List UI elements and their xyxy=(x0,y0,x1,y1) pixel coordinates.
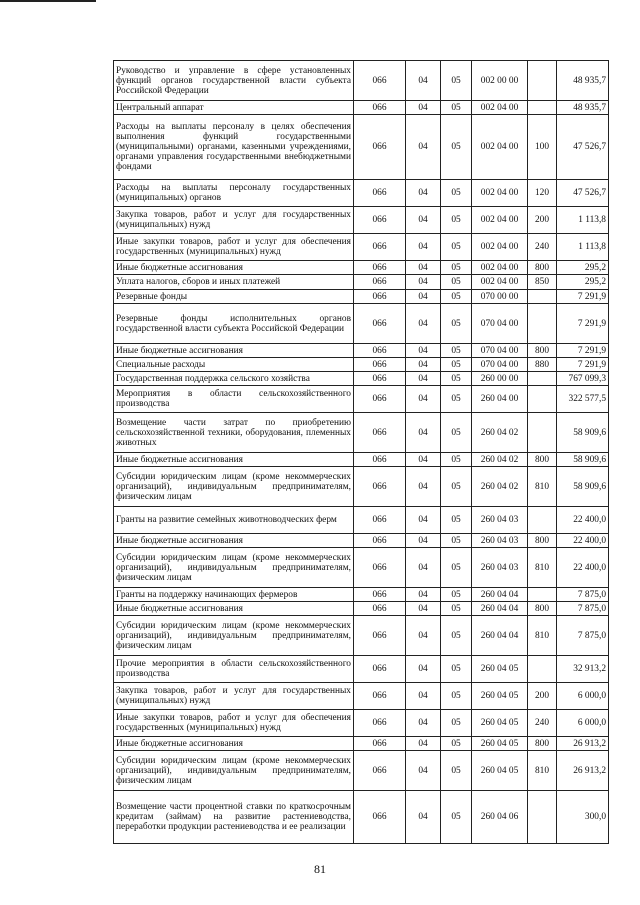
table-row xyxy=(114,344,609,358)
subsection-code: 05 xyxy=(441,275,472,290)
expense-type-code: 800 xyxy=(528,534,557,548)
amount-cell: 7 291,9 xyxy=(557,290,609,304)
amount-cell: 7 875,0 xyxy=(557,602,609,616)
section-code: 04 xyxy=(406,602,441,616)
subsection-code: 05 xyxy=(441,207,472,234)
target-article-code: 260 04 06 xyxy=(472,791,528,844)
budget-item-name: Субсидии юридическим лицам (кроме некоммерческих организаций), индивидуальным предпринимателям, физическим лицам xyxy=(114,751,354,791)
budget-item-name: Субсидии юридическим лицам (кроме некоммерческих организаций), индивидуальным предпринимателям, физическим лицам xyxy=(114,548,354,588)
target-article-code: 260 04 03 xyxy=(472,534,528,548)
amount-cell: 7 291,9 xyxy=(557,344,609,358)
budget-item-name: Государственная поддержка сельского хозяйства xyxy=(114,372,354,386)
amount-cell: 7 291,9 xyxy=(557,304,609,344)
ministry-code: 066 xyxy=(354,453,406,467)
section-code: 04 xyxy=(406,534,441,548)
ministry-code: 066 xyxy=(354,304,406,344)
ministry-code: 066 xyxy=(354,386,406,413)
section-code: 04 xyxy=(406,791,441,844)
ministry-code: 066 xyxy=(354,344,406,358)
budget-item-name: Центральный аппарат xyxy=(114,101,354,115)
ministry-code: 066 xyxy=(354,115,406,180)
table-row xyxy=(114,261,609,275)
subsection-code: 05 xyxy=(441,261,472,275)
ministry-code: 066 xyxy=(354,372,406,386)
amount-cell: 48 935,7 xyxy=(557,101,609,115)
target-article-code: 260 04 05 xyxy=(472,710,528,737)
section-code: 04 xyxy=(406,275,441,290)
expense-type-code xyxy=(528,304,557,344)
expense-type-code: 800 xyxy=(528,261,557,275)
section-code: 04 xyxy=(406,507,441,534)
ministry-code: 066 xyxy=(354,207,406,234)
target-article-code: 002 04 00 xyxy=(472,207,528,234)
expense-type-code: 880 xyxy=(528,358,557,372)
table-row xyxy=(114,656,609,683)
table-row xyxy=(114,534,609,548)
budget-item-name: Уплата налогов, сборов и иных платежей xyxy=(114,275,354,290)
amount-cell: 48 935,7 xyxy=(557,61,609,101)
section-code: 04 xyxy=(406,710,441,737)
target-article-code: 260 00 00 xyxy=(472,372,528,386)
section-code: 04 xyxy=(406,588,441,602)
table-row xyxy=(114,751,609,791)
page-number: 81 xyxy=(314,862,326,876)
section-code: 04 xyxy=(406,453,441,467)
subsection-code: 05 xyxy=(441,737,472,751)
expense-type-code: 800 xyxy=(528,602,557,616)
budget-item-name: Иные закупки товаров, работ и услуг для обеспечения государственных (муниципальных) нужд xyxy=(114,234,354,261)
ministry-code: 066 xyxy=(354,101,406,115)
target-article-code: 260 04 00 xyxy=(472,386,528,413)
budget-item-name: Специальные расходы xyxy=(114,358,354,372)
target-article-code: 002 00 00 xyxy=(472,61,528,101)
subsection-code: 05 xyxy=(441,751,472,791)
subsection-code: 05 xyxy=(441,413,472,453)
target-article-code: 002 04 00 xyxy=(472,275,528,290)
expense-type-code: 810 xyxy=(528,467,557,507)
budget-item-name: Гранты на развитие семейных животноводческих ферм xyxy=(114,507,354,534)
amount-cell: 6 000,0 xyxy=(557,683,609,710)
expense-type-code xyxy=(528,791,557,844)
ministry-code: 066 xyxy=(354,751,406,791)
budget-item-name: Мероприятия в области сельскохозяйственного производства xyxy=(114,386,354,413)
ministry-code: 066 xyxy=(354,710,406,737)
budget-item-name: Прочие мероприятия в области сельскохозяйственного производства xyxy=(114,656,354,683)
ministry-code: 066 xyxy=(354,261,406,275)
ministry-code: 066 xyxy=(354,616,406,656)
table-row xyxy=(114,372,609,386)
amount-cell: 58 909,6 xyxy=(557,467,609,507)
ministry-code: 066 xyxy=(354,234,406,261)
section-code: 04 xyxy=(406,358,441,372)
budget-item-name: Резервные фонды исполнительных органов государственной власти субъекта Российской Федерации xyxy=(114,304,354,344)
table-row xyxy=(114,737,609,751)
expense-type-code: 200 xyxy=(528,683,557,710)
budget-item-name: Расходы на выплаты персоналу в целях обеспечения выполнения функций государственными (муниципальными) органами, казенными учреждениями, органами управления государственными внебюджетными фондами xyxy=(114,115,354,180)
target-article-code: 260 04 05 xyxy=(472,683,528,710)
table-row xyxy=(114,683,609,710)
section-code: 04 xyxy=(406,372,441,386)
amount-cell: 58 909,6 xyxy=(557,413,609,453)
ministry-code: 066 xyxy=(354,290,406,304)
expense-type-code: 200 xyxy=(528,207,557,234)
budget-item-name: Иные закупки товаров, работ и услуг для обеспечения государственных (муниципальных) нужд xyxy=(114,710,354,737)
target-article-code: 260 04 02 xyxy=(472,453,528,467)
amount-cell: 32 913,2 xyxy=(557,656,609,683)
budget-item-name: Субсидии юридическим лицам (кроме некоммерческих организаций), индивидуальным предпринимателям, физическим лицам xyxy=(114,616,354,656)
table-row xyxy=(114,207,609,234)
subsection-code: 05 xyxy=(441,358,472,372)
section-code: 04 xyxy=(406,656,441,683)
subsection-code: 05 xyxy=(441,304,472,344)
budget-item-name: Иные бюджетные ассигнования xyxy=(114,261,354,275)
ministry-code: 066 xyxy=(354,548,406,588)
expense-type-code xyxy=(528,507,557,534)
budget-item-name: Субсидии юридическим лицам (кроме некоммерческих организаций), индивидуальным предпринимателям, физическим лицам xyxy=(114,467,354,507)
ministry-code: 066 xyxy=(354,507,406,534)
ministry-code: 066 xyxy=(354,467,406,507)
expense-type-code xyxy=(528,290,557,304)
section-code: 04 xyxy=(406,61,441,101)
target-article-code: 002 04 00 xyxy=(472,101,528,115)
budget-item-name: Иные бюджетные ассигнования xyxy=(114,344,354,358)
subsection-code: 05 xyxy=(441,534,472,548)
subsection-code: 05 xyxy=(441,234,472,261)
section-code: 04 xyxy=(406,344,441,358)
amount-cell: 26 913,2 xyxy=(557,737,609,751)
subsection-code: 05 xyxy=(441,791,472,844)
expense-type-code xyxy=(528,386,557,413)
target-article-code: 260 04 04 xyxy=(472,616,528,656)
amount-cell: 7 875,0 xyxy=(557,588,609,602)
subsection-code: 05 xyxy=(441,616,472,656)
amount-cell: 47 526,7 xyxy=(557,180,609,207)
section-code: 04 xyxy=(406,751,441,791)
budget-item-name: Закупка товаров, работ и услуг для государственных (муниципальных) нужд xyxy=(114,207,354,234)
amount-cell: 295,2 xyxy=(557,261,609,275)
section-code: 04 xyxy=(406,115,441,180)
subsection-code: 05 xyxy=(441,507,472,534)
expense-type-code xyxy=(528,101,557,115)
table-row xyxy=(114,467,609,507)
expense-type-code: 810 xyxy=(528,548,557,588)
target-article-code: 070 04 00 xyxy=(472,304,528,344)
amount-cell: 47 526,7 xyxy=(557,115,609,180)
amount-cell: 1 113,8 xyxy=(557,207,609,234)
budget-item-name: Гранты на поддержку начинающих фермеров xyxy=(114,588,354,602)
expense-type-code: 100 xyxy=(528,115,557,180)
table-row xyxy=(114,290,609,304)
budget-item-name: Иные бюджетные ассигнования xyxy=(114,453,354,467)
table-row xyxy=(114,453,609,467)
section-code: 04 xyxy=(406,616,441,656)
target-article-code: 260 04 05 xyxy=(472,656,528,683)
expense-type-code xyxy=(528,656,557,683)
amount-cell: 22 400,0 xyxy=(557,548,609,588)
expense-type-code xyxy=(528,413,557,453)
expense-type-code: 810 xyxy=(528,751,557,791)
subsection-code: 05 xyxy=(441,386,472,413)
ministry-code: 066 xyxy=(354,534,406,548)
target-article-code: 002 04 00 xyxy=(472,261,528,275)
subsection-code: 05 xyxy=(441,548,472,588)
table-row xyxy=(114,115,609,180)
subsection-code: 05 xyxy=(441,344,472,358)
table-row xyxy=(114,548,609,588)
table-row xyxy=(114,710,609,737)
target-article-code: 260 04 04 xyxy=(472,588,528,602)
section-code: 04 xyxy=(406,386,441,413)
amount-cell: 300,0 xyxy=(557,791,609,844)
amount-cell: 295,2 xyxy=(557,275,609,290)
target-article-code: 002 04 00 xyxy=(472,234,528,261)
table-row xyxy=(114,101,609,115)
target-article-code: 260 04 02 xyxy=(472,413,528,453)
expense-type-code: 240 xyxy=(528,710,557,737)
target-article-code: 260 04 03 xyxy=(472,507,528,534)
subsection-code: 05 xyxy=(441,683,472,710)
ministry-code: 066 xyxy=(354,602,406,616)
amount-cell: 322 577,5 xyxy=(557,386,609,413)
target-article-code: 002 04 00 xyxy=(472,180,528,207)
table-row xyxy=(114,234,609,261)
expense-type-code: 800 xyxy=(528,453,557,467)
subsection-code: 05 xyxy=(441,61,472,101)
budget-item-name: Возмещение части затрат по приобретению сельскохозяйственной техники, оборудования, племенных животных xyxy=(114,413,354,453)
target-article-code: 260 04 04 xyxy=(472,602,528,616)
amount-cell: 7 291,9 xyxy=(557,358,609,372)
budget-item-name: Возмещение части процентной ставки по краткосрочным кредитам (займам) на развитие растениеводства, переработки продукции растениеводства и ее реализации xyxy=(114,791,354,844)
amount-cell: 26 913,2 xyxy=(557,751,609,791)
target-article-code: 260 04 03 xyxy=(472,548,528,588)
section-code: 04 xyxy=(406,737,441,751)
subsection-code: 05 xyxy=(441,372,472,386)
amount-cell: 6 000,0 xyxy=(557,710,609,737)
table-row xyxy=(114,386,609,413)
section-code: 04 xyxy=(406,261,441,275)
budget-table xyxy=(113,60,609,844)
subsection-code: 05 xyxy=(441,602,472,616)
table-row xyxy=(114,180,609,207)
section-code: 04 xyxy=(406,467,441,507)
subsection-code: 05 xyxy=(441,588,472,602)
target-article-code: 070 00 00 xyxy=(472,290,528,304)
budget-item-name: Резервные фонды xyxy=(114,290,354,304)
subsection-code: 05 xyxy=(441,467,472,507)
subsection-code: 05 xyxy=(441,453,472,467)
ministry-code: 066 xyxy=(354,413,406,453)
amount-cell: 767 099,3 xyxy=(557,372,609,386)
ministry-code: 066 xyxy=(354,737,406,751)
section-code: 04 xyxy=(406,683,441,710)
section-code: 04 xyxy=(406,413,441,453)
expense-type-code: 120 xyxy=(528,180,557,207)
table-row xyxy=(114,507,609,534)
subsection-code: 05 xyxy=(441,290,472,304)
expense-type-code: 800 xyxy=(528,344,557,358)
target-article-code: 070 04 00 xyxy=(472,344,528,358)
ministry-code: 066 xyxy=(354,683,406,710)
target-article-code: 260 04 02 xyxy=(472,467,528,507)
budget-item-name: Иные бюджетные ассигнования xyxy=(114,534,354,548)
table-row xyxy=(114,791,609,844)
expense-type-code: 800 xyxy=(528,737,557,751)
table-row xyxy=(114,616,609,656)
section-code: 04 xyxy=(406,290,441,304)
amount-cell: 1 113,8 xyxy=(557,234,609,261)
table-row xyxy=(114,275,609,290)
section-code: 04 xyxy=(406,234,441,261)
subsection-code: 05 xyxy=(441,710,472,737)
target-article-code: 070 04 00 xyxy=(472,358,528,372)
subsection-code: 05 xyxy=(441,656,472,683)
table-row xyxy=(114,588,609,602)
ministry-code: 066 xyxy=(354,656,406,683)
ministry-code: 066 xyxy=(354,180,406,207)
section-code: 04 xyxy=(406,180,441,207)
table-row xyxy=(114,413,609,453)
amount-cell: 22 400,0 xyxy=(557,534,609,548)
ministry-code: 066 xyxy=(354,791,406,844)
target-article-code: 260 04 05 xyxy=(472,737,528,751)
expense-type-code: 240 xyxy=(528,234,557,261)
budget-item-name: Закупка товаров, работ и услуг для государственных (муниципальных) нужд xyxy=(114,683,354,710)
subsection-code: 05 xyxy=(441,101,472,115)
amount-cell: 22 400,0 xyxy=(557,507,609,534)
top-rule xyxy=(0,0,96,2)
target-article-code: 002 04 00 xyxy=(472,115,528,180)
table-row xyxy=(114,602,609,616)
ministry-code: 066 xyxy=(354,588,406,602)
expense-type-code xyxy=(528,61,557,101)
budget-item-name: Руководство и управление в сфере установленных функций органов государственной власти субъекта Российской Федерации xyxy=(114,61,354,101)
expense-type-code: 850 xyxy=(528,275,557,290)
ministry-code: 066 xyxy=(354,358,406,372)
ministry-code: 066 xyxy=(354,275,406,290)
ministry-code: 066 xyxy=(354,61,406,101)
amount-cell: 7 875,0 xyxy=(557,616,609,656)
subsection-code: 05 xyxy=(441,180,472,207)
budget-item-name: Иные бюджетные ассигнования xyxy=(114,737,354,751)
budget-item-name: Иные бюджетные ассигнования xyxy=(114,602,354,616)
table-row xyxy=(114,304,609,344)
expense-type-code: 810 xyxy=(528,616,557,656)
target-article-code: 260 04 05 xyxy=(472,751,528,791)
table-row xyxy=(114,358,609,372)
section-code: 04 xyxy=(406,548,441,588)
amount-cell: 58 909,6 xyxy=(557,453,609,467)
section-code: 04 xyxy=(406,101,441,115)
section-code: 04 xyxy=(406,304,441,344)
budget-item-name: Расходы на выплаты персоналу государственных (муниципальных) органов xyxy=(114,180,354,207)
subsection-code: 05 xyxy=(441,115,472,180)
expense-type-code xyxy=(528,588,557,602)
table-row xyxy=(114,61,609,101)
expense-type-code xyxy=(528,372,557,386)
section-code: 04 xyxy=(406,207,441,234)
